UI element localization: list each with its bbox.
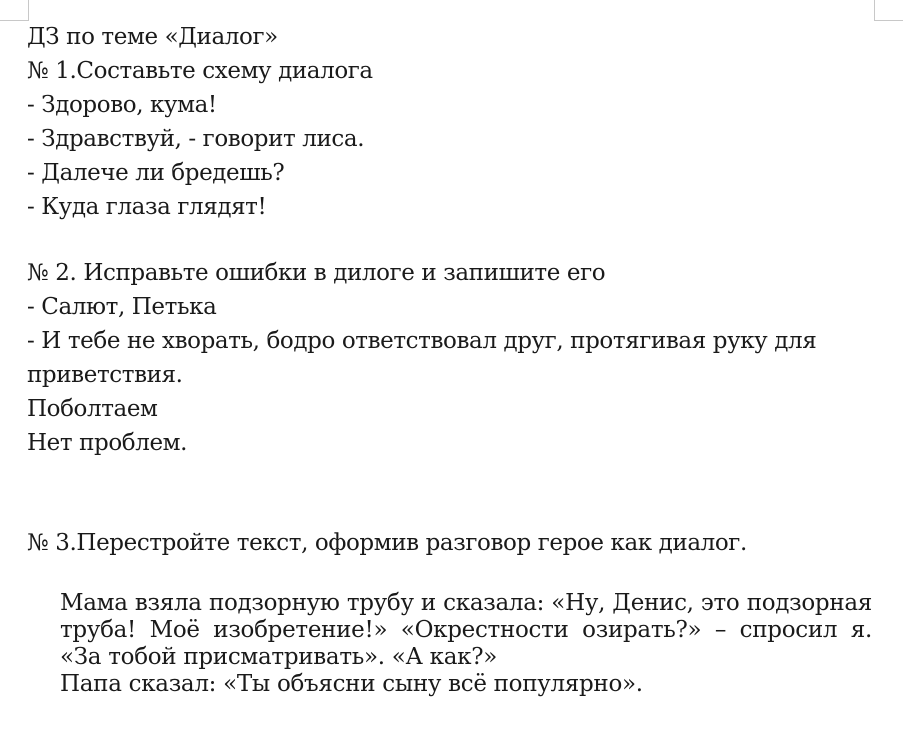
task3-last-line: Папа сказал: «Ты объясни сыну всё популярно». [60, 671, 643, 697]
task3-text-block [60, 590, 872, 698]
task2-heading: № 2. Исправьте ошибки в дилоге и запишите его [27, 260, 606, 286]
task2-line: - Салют, Петька [27, 294, 217, 320]
task2-line: - И тебе не хворать, бодро ответствовал друг, протягивая руку для приветствия. [27, 328, 817, 388]
task1-line: - Здравствуй, - говорит лиса. [27, 126, 365, 152]
task2-line: Нет проблем. [27, 430, 188, 456]
document-page [27, 20, 887, 698]
task1-line: - Далече ли бредешь? [27, 160, 285, 186]
task2-section [27, 256, 887, 460]
task1-line: - Здорово, кума! [27, 92, 217, 118]
task1-heading: № 1.Составьте схему диалога [27, 58, 373, 84]
page-corner-mark-left [0, 0, 29, 21]
page-corner-mark-right [874, 0, 903, 21]
task1-line: - Куда глаза глядят! [27, 194, 267, 220]
task1-section [27, 54, 887, 224]
task3-paragraph: Мама взяла подзорную трубу и сказала: «Ну, Денис, это подзорная труба! Моё изобретение!» «Окрестности озирать?» – спросил я. «За тобой присматривать». «А как?» [60, 590, 872, 670]
document-title: ДЗ по теме «Диалог» [27, 24, 278, 50]
task3-section [27, 526, 887, 698]
task2-line: Поболтаем [27, 396, 158, 422]
task3-heading: № 3.Перестройте текст, оформив разговор герое как диалог. [27, 530, 747, 556]
